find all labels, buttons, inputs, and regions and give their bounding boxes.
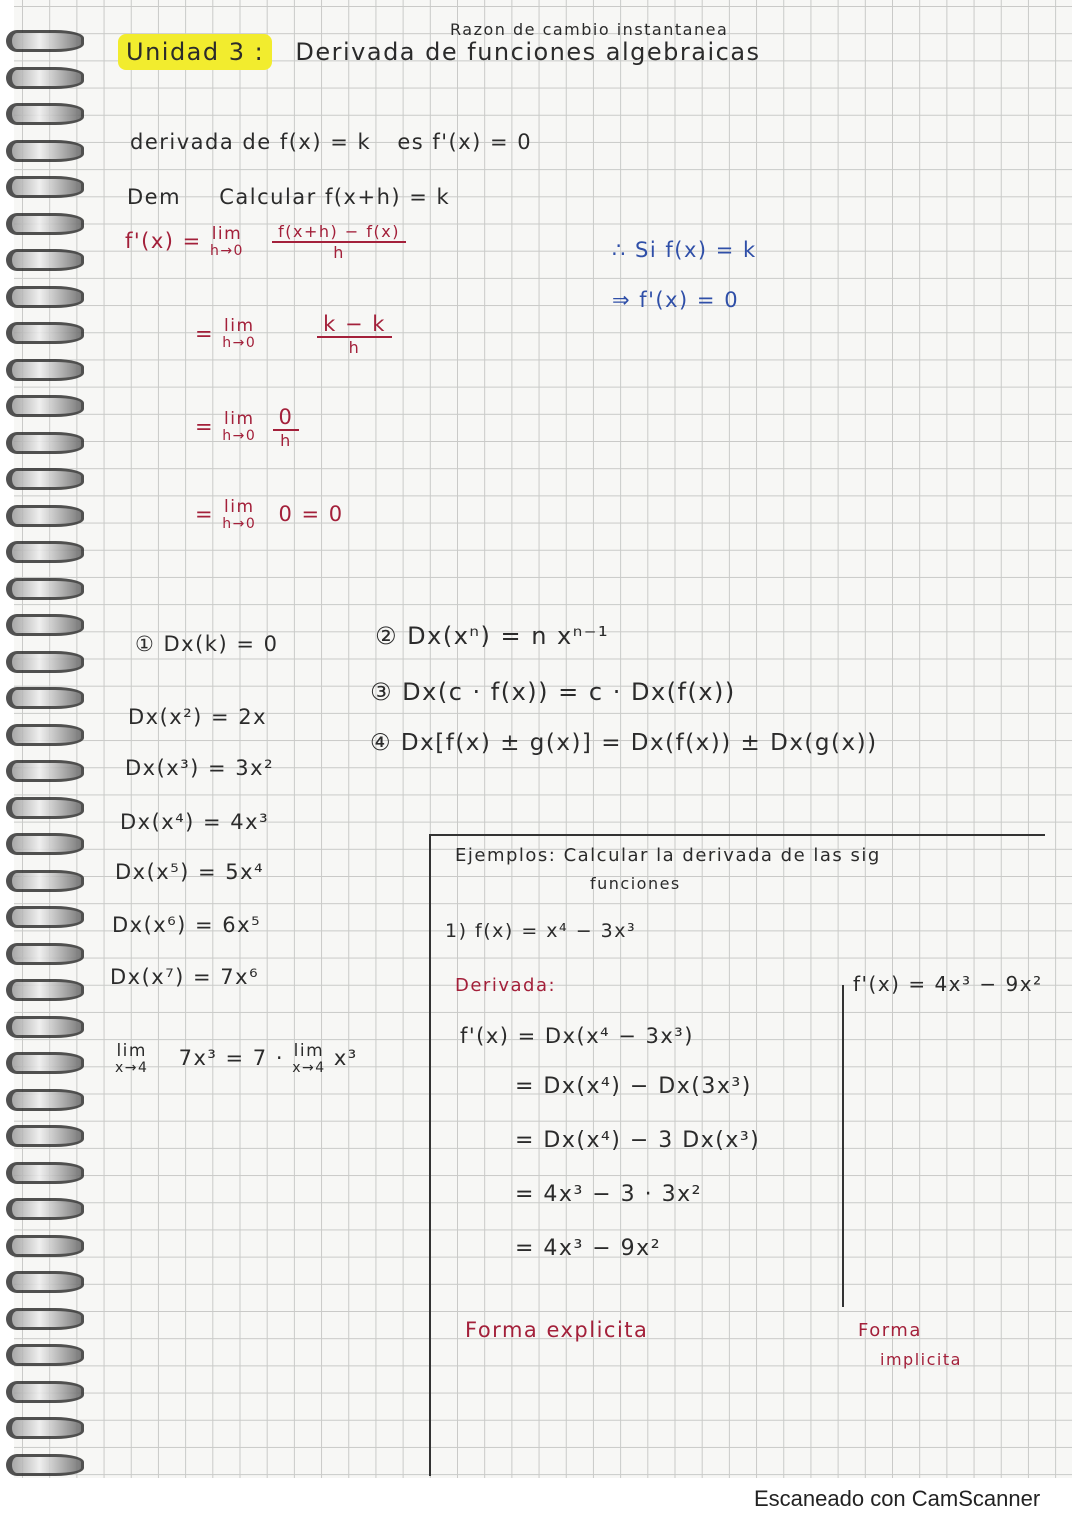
spiral-coil (6, 213, 84, 235)
conclusion-line-1: ∴ Si f(x) = k (612, 238, 757, 262)
fraction-denominator: h (348, 338, 361, 357)
forma-implicita-cont: implicita (880, 1350, 962, 1369)
limit (222, 317, 256, 351)
lim-sub: x→4 (115, 1059, 149, 1076)
spiral-coil (6, 1454, 84, 1476)
spiral-coil (6, 943, 84, 965)
dem-line (127, 185, 450, 209)
scanner-footer (0, 1478, 1080, 1528)
spiral-coil (6, 1125, 84, 1147)
power-example: Dx(x⁵) = 5x⁴ (115, 860, 264, 884)
spiral-coil (6, 30, 84, 52)
spiral-coil (6, 1308, 84, 1330)
derivative-step: = 4x³ − 3 · 3x² (515, 1182, 702, 1207)
spiral-coil (6, 833, 84, 855)
limit (210, 225, 244, 259)
conclusion-line-2: ⇒ f'(x) = 0 (612, 288, 740, 312)
annotation-razon-de-cambio: Razon de cambio instantanea (450, 20, 729, 39)
spiral-coil (6, 687, 84, 709)
derivative-result: f'(x) = 4x³ − 9x² (853, 972, 1043, 996)
dem-label: Dem (127, 185, 182, 209)
title-highlight: Unidad 3 : (118, 34, 272, 70)
derivative-step: = 4x³ − 9x² (515, 1236, 662, 1261)
spiral-coil (6, 395, 84, 417)
spiral-coil (6, 505, 84, 527)
spiral-coil (6, 1162, 84, 1184)
equals: = (195, 502, 215, 527)
spiral-coil (6, 651, 84, 673)
spiral-coil (6, 1271, 84, 1293)
proof-final: 0 = 0 (278, 502, 344, 527)
lim-sub: h→0 (209, 242, 244, 259)
lim-text: lim (116, 1041, 147, 1061)
examples-box-left-rule (429, 834, 431, 1476)
spiral-coil (6, 1235, 84, 1257)
spiral-coil (6, 468, 84, 490)
rule-4: ④ Dx[f(x) ± g(x)] = Dx(f(x)) ± Dx(g(x)) (370, 730, 878, 756)
examples-heading: Ejemplos: Calcular la derivada de las sig (455, 845, 881, 866)
power-example: Dx(x²) = 2x (128, 705, 268, 729)
limit (222, 498, 256, 532)
forma-explicita: Forma explicita (465, 1318, 649, 1342)
derivative-step: = Dx(x⁴) − 3 Dx(x³) (515, 1128, 761, 1153)
lim-text: lim (293, 1041, 325, 1061)
equals: = (195, 414, 215, 439)
fraction-denominator: h (280, 431, 292, 450)
fraction-numerator: k − k (317, 312, 392, 338)
spiral-coil (6, 1381, 84, 1403)
dem-text: Calcular f(x+h) = k (219, 185, 451, 209)
spiral-coil (6, 906, 84, 928)
spiral-coil (6, 1417, 84, 1439)
spiral-coil (6, 67, 84, 89)
power-example: Dx(x³) = 3x² (125, 756, 274, 780)
spiral-coil (6, 103, 84, 125)
lim-text: lim (224, 316, 255, 337)
spiral-coil (6, 1089, 84, 1111)
fprime-label: f'(x) = (125, 229, 202, 253)
spiral-coil (6, 249, 84, 271)
proof-step-3 (195, 405, 307, 450)
scanner-watermark: Escaneado con CamScanner (754, 1486, 1041, 1511)
derivada-label: Derivada: (455, 975, 557, 996)
lim-text: lim (224, 497, 255, 517)
spiral-coil (6, 614, 84, 636)
proof-step-4 (195, 498, 344, 532)
spiral-coil (6, 286, 84, 308)
power-example: Dx(x⁷) = 7x⁶ (110, 965, 259, 989)
spiral-coil (6, 724, 84, 746)
result-divider (842, 985, 844, 1307)
spiral-coil (6, 760, 84, 782)
fraction-denominator: h (333, 243, 345, 262)
power-example: Dx(x⁶) = 6x⁵ (112, 913, 261, 937)
limit-example-middle: 7x³ = 7 · (178, 1046, 284, 1071)
example-problem: 1) f(x) = x⁴ − 3x³ (445, 920, 637, 942)
spiral-coil (6, 578, 84, 600)
limit (222, 410, 256, 444)
limit-example (115, 1042, 358, 1076)
definition-line (130, 130, 532, 154)
definition-statement: derivada de f(x) = k (130, 130, 372, 154)
spiral-coil (6, 1016, 84, 1038)
definition-result: es f'(x) = 0 (397, 130, 533, 154)
power-example: Dx(x⁴) = 4x³ (120, 810, 269, 834)
examples-box-top-rule (430, 834, 1045, 836)
spiral-coil (6, 979, 84, 1001)
spiral-coil (6, 541, 84, 563)
title-rest: Derivada de funciones algebraicas (295, 38, 761, 66)
rule-3: ③ Dx(c · f(x)) = c · Dx(f(x)) (370, 678, 736, 706)
spiral-binding (0, 30, 90, 1470)
derivative-step: f'(x) = Dx(x⁴ − 3x³) (460, 1024, 694, 1048)
spiral-coil (6, 176, 84, 198)
spiral-coil (6, 870, 84, 892)
proof-step-1 (125, 222, 414, 262)
lim-sub: h→0 (222, 335, 257, 352)
lim-sub: x→4 (292, 1059, 326, 1076)
spiral-coil (6, 359, 84, 381)
examples-heading-cont: funciones (590, 874, 681, 893)
spiral-coil (6, 797, 84, 819)
spiral-coil (6, 140, 84, 162)
proof-step-2 (195, 312, 433, 357)
fraction-numerator: f(x+h) − f(x) (272, 222, 406, 243)
spiral-coil (6, 1198, 84, 1220)
lim-sub: h→0 (222, 515, 257, 532)
rule-2: ② Dx(xⁿ) = n xⁿ⁻¹ (375, 622, 610, 650)
page-title (118, 38, 761, 66)
lim-sub: h→0 (222, 428, 257, 445)
spiral-coil (6, 322, 84, 344)
limit-example-tail: x³ (333, 1046, 358, 1071)
spiral-coil (6, 1344, 84, 1366)
spiral-coil (6, 1052, 84, 1074)
rule-1: ① Dx(k) = 0 (135, 632, 279, 656)
equals: = (195, 321, 215, 346)
forma-implicita: Forma (858, 1320, 922, 1341)
lim-text: lim (224, 409, 255, 430)
lim-text: lim (211, 223, 243, 244)
derivative-step: = Dx(x⁴) − Dx(3x³) (515, 1074, 752, 1099)
fraction-numerator: 0 (273, 405, 300, 431)
spiral-coil (6, 432, 84, 454)
